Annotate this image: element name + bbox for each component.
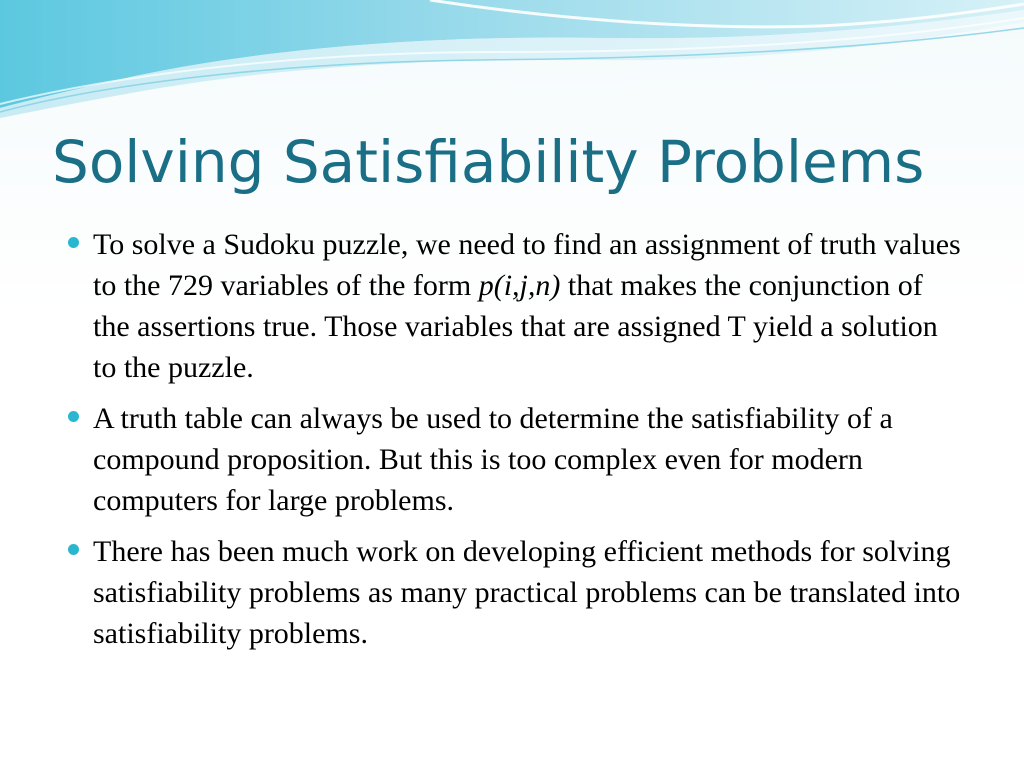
bullet-text: There has been much work on developing efficient methods for solving satisfiability problems as many practical problems can be translated into satisfiability problems. <box>93 535 961 650</box>
slide-title: Solving Satisfiability Problems <box>52 128 925 196</box>
bullet-text <box>93 228 961 384</box>
bullet-item <box>66 224 966 388</box>
header-wave-decoration <box>0 0 1024 130</box>
bullet-text-italic: p(i,j,n) <box>478 269 561 302</box>
bullet-item <box>66 398 966 521</box>
bullet-text-part: that makes the conjunction of the assertions true. Those variables that are assigned T yield a solution to the puzzle. <box>93 269 938 384</box>
bullet-dot-icon <box>68 544 79 555</box>
bullet-item <box>66 531 966 654</box>
bullet-text-part: To solve a Sudoku puzzle, we need to find an assignment of truth values to the 729 variables of the form <box>93 228 961 302</box>
bullet-dot-icon <box>68 411 79 422</box>
bullet-dot-icon <box>68 237 79 248</box>
bullet-list <box>66 224 966 664</box>
bullet-text: A truth table can always be used to determine the satisfiability of a compound proposition. But this is too complex even for modern computers for large problems. <box>93 402 893 517</box>
